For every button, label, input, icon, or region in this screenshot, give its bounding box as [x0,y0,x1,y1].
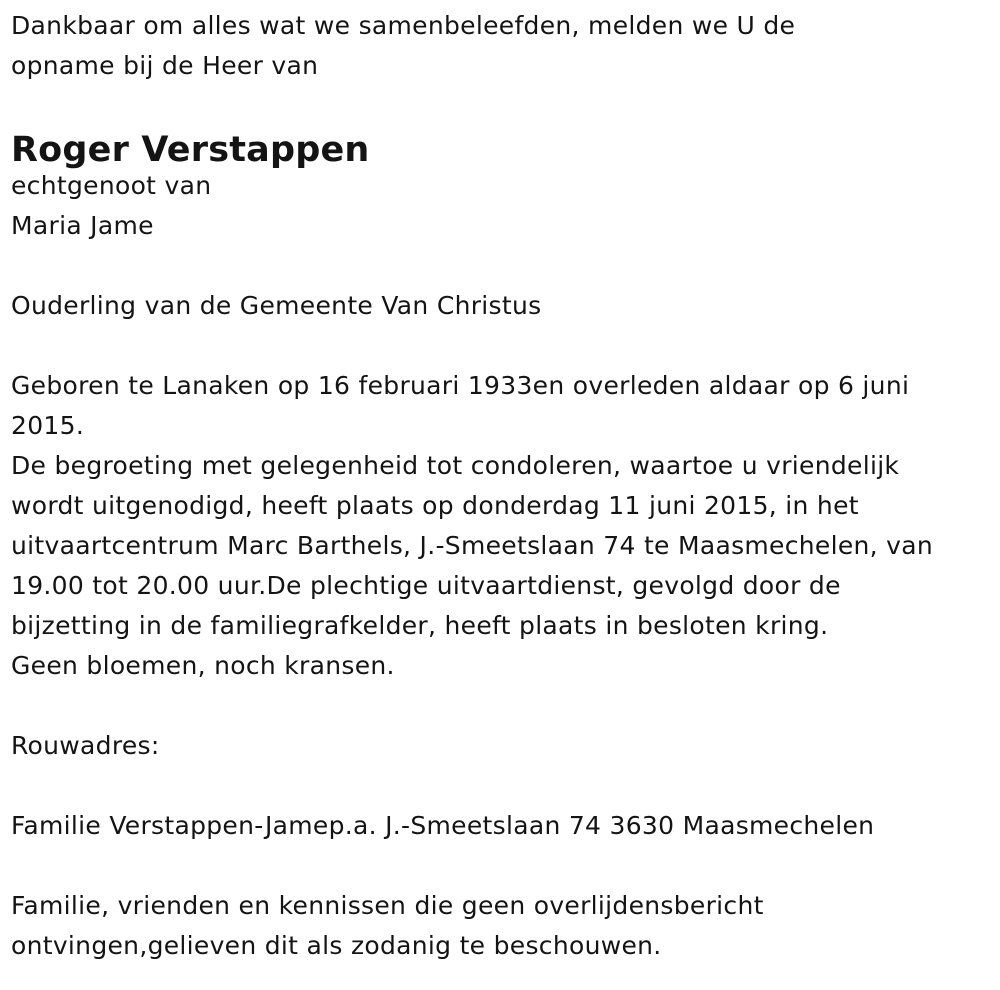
spacer [11,766,990,806]
details-line-7: bijzetting in de familiegrafkelder, heeft plaats in besloten kring. [11,611,829,640]
spacer [11,326,990,366]
details-line-5: uitvaartcentrum Marc Barthels, J.-Smeetslaan 74 te Maasmechelen, van [11,531,934,560]
role-line: Ouderling van de Gemeente Van Christus [11,291,542,320]
details-line-1: Geboren te Lanaken op 16 februari 1933en overleden aldaar op 6 juni [11,371,910,400]
details-line-4: wordt uitgenodigd, heeft plaats op donderdag 11 juni 2015, in het [11,491,859,520]
intro-line-2: opname bij de Heer van [11,51,319,80]
spacer [11,246,990,286]
spouse-line-2: Maria Jame [11,211,154,240]
details-line-6: 19.00 tot 20.00 uur.De plechtige uitvaartdienst, gevolgd door de [11,571,841,600]
deceased-name: Roger Verstappen [11,130,370,170]
closing-line-2: ontvingen,gelieven dit als zodanig te beschouwen. [11,931,662,960]
closing-line-1: Familie, vrienden en kennissen die geen overlijdensbericht [11,891,764,920]
spouse-line-1: echtgenoot van [11,171,212,200]
details-line-3: De begroeting met gelegenheid tot condoleren, waartoe u vriendelijk [11,451,900,480]
details-line-2: 2015. [11,411,85,440]
address-label: Rouwadres: [11,731,160,760]
intro-line-1: Dankbaar om alles wat we samenbeleefden, melden we U de [11,11,796,40]
details-line-8: Geen bloemen, noch kransen. [11,651,395,680]
spacer [11,686,990,726]
address-line: Familie Verstappen-Jamep.a. J.-Smeetslaan 74 3630 Maasmechelen [11,811,875,840]
spacer [11,846,990,886]
